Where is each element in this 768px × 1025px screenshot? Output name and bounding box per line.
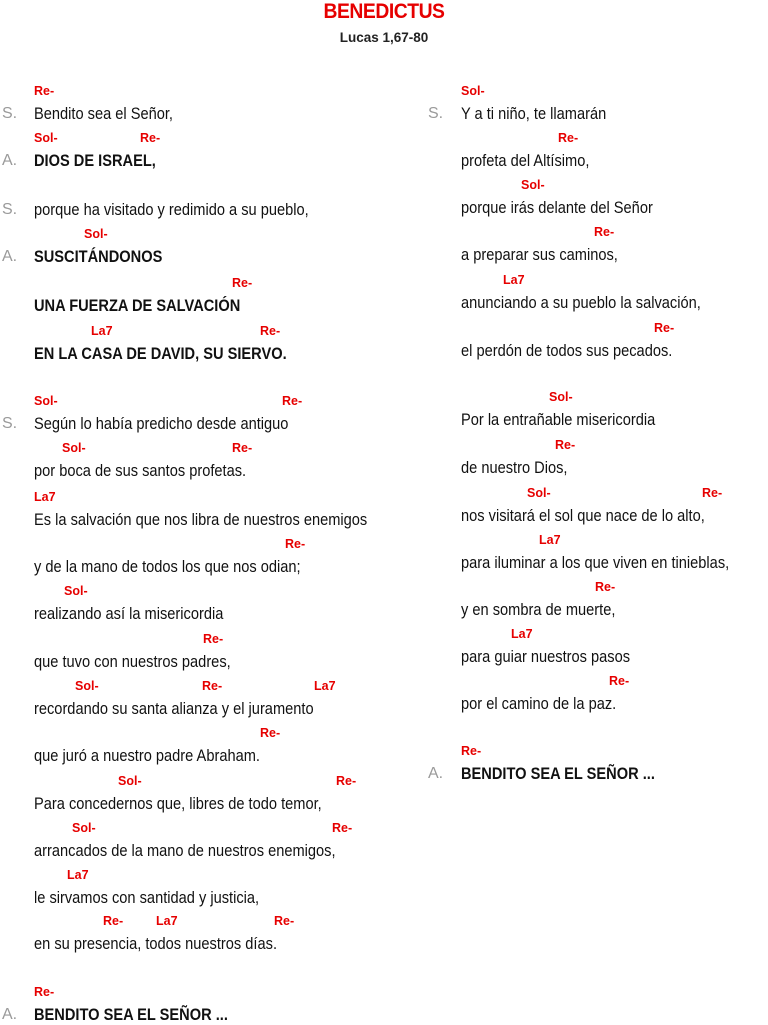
lyric-text: de nuestro Dios,: [461, 458, 568, 477]
chord-label: Re-: [555, 438, 576, 452]
lyric-text: nos visitará el sol que nace de lo alto,: [461, 506, 705, 525]
chord-label: Re-: [260, 726, 281, 740]
chord-label: Re-: [595, 580, 616, 594]
lyric-text: BENDITO SEA EL SEÑOR ...: [34, 1005, 228, 1024]
lyric-text: profeta del Altísimo,: [461, 151, 590, 170]
lyric-text: para guiar nuestros pasos: [461, 647, 631, 666]
lyric-text: Es la salvación que nos libra de nuestros enemigos: [34, 510, 368, 529]
lyric-text: recordando su santa alianza y el juramento: [34, 699, 314, 718]
chord-label: Sol-: [62, 441, 86, 455]
chord-label: Sol-: [521, 178, 545, 192]
voice-marker: A.: [428, 765, 444, 782]
lyric-text: SUSCITÁNDONOS: [34, 247, 163, 266]
chord-label: Sol-: [118, 774, 142, 788]
lyric-text: en su presencia, todos nuestros días.: [34, 934, 278, 953]
chord-label: La7: [34, 490, 56, 504]
lyric-text: anunciando a su pueblo la salvación,: [461, 293, 701, 312]
lyric-text: Para concedernos que, libres de todo temor,: [34, 794, 322, 813]
chord-label: Re-: [203, 632, 224, 646]
chord-label: Re-: [285, 537, 306, 551]
chord-label: Sol-: [549, 390, 573, 404]
voice-marker: A.: [2, 248, 18, 265]
lyric-text: Según lo había predicho desde antiguo: [34, 414, 289, 433]
chord-label: Re-: [558, 131, 579, 145]
chord-label: Re-: [103, 914, 124, 928]
chord-label: Re-: [282, 394, 303, 408]
lyric-text: y de la mano de todos los que nos odian;: [34, 557, 301, 576]
lyric-text: porque ha visitado y redimido a su pueblo,: [34, 200, 309, 219]
chord-label: Re-: [654, 321, 675, 335]
chord-label: Re-: [260, 324, 281, 338]
chord-label: Sol-: [72, 821, 96, 835]
lyric-text: le sirvamos con santidad y justicia,: [34, 888, 260, 907]
chord-label: Re-: [202, 679, 223, 693]
chord-label: Re-: [232, 276, 253, 290]
voice-marker: A.: [2, 1006, 18, 1023]
chord-label: Re-: [609, 674, 630, 688]
chord-label: Sol-: [34, 131, 58, 145]
song-subtitle: Lucas 1,67-80: [339, 30, 429, 45]
chord-label: Re-: [34, 985, 55, 999]
lyric-text: que tuvo con nuestros padres,: [34, 652, 231, 671]
lyric-text: Bendito sea el Señor,: [34, 104, 173, 123]
lyric-text: a preparar sus caminos,: [461, 245, 618, 264]
lyric-text: UNA FUERZA DE SALVACIÓN: [34, 296, 241, 315]
chord-label: Sol-: [461, 84, 485, 98]
chord-label: La7: [91, 324, 113, 338]
lyric-text: que juró a nuestro padre Abraham.: [34, 746, 260, 765]
chord-label: Re-: [274, 914, 295, 928]
chord-label: La7: [156, 914, 178, 928]
lyric-text: arrancados de la mano de nuestros enemigos,: [34, 841, 336, 860]
lyric-text: para iluminar a los que viven en tinieblas,: [461, 553, 730, 572]
chord-label: La7: [314, 679, 336, 693]
lyric-text: Y a ti niño, te llamarán: [461, 104, 607, 123]
lyric-text: el perdón de todos sus pecados.: [461, 341, 673, 360]
chord-label: Sol-: [84, 227, 108, 241]
lyric-text: realizando así la misericordia: [34, 604, 224, 623]
lyric-text: BENDITO SEA EL SEÑOR ...: [461, 764, 655, 783]
chord-label: Re-: [702, 486, 723, 500]
voice-marker: S.: [2, 201, 18, 218]
voice-marker: A.: [2, 152, 18, 169]
lyric-text: y en sombra de muerte,: [461, 600, 616, 619]
lyric-text: por boca de sus santos profetas.: [34, 461, 247, 480]
chord-label: Re-: [336, 774, 357, 788]
lyric-text: porque irás delante del Señor: [461, 198, 653, 217]
chord-label: Re-: [332, 821, 353, 835]
chord-label: Re-: [232, 441, 253, 455]
chord-label: Sol-: [34, 394, 58, 408]
chord-label: Sol-: [75, 679, 99, 693]
chord-label: Re-: [34, 84, 55, 98]
chord-label: La7: [539, 533, 561, 547]
song-title: BENEDICTUS: [323, 0, 445, 23]
lyric-text: Por la entrañable misericordia: [461, 410, 656, 429]
lyric-text: DIOS DE ISRAEL,: [34, 151, 156, 170]
chord-label: Sol-: [64, 584, 88, 598]
voice-marker: S.: [428, 105, 444, 122]
chord-label: La7: [511, 627, 533, 641]
chord-label: Re-: [594, 225, 615, 239]
lyric-text: EN LA CASA DE DAVID, SU SIERVO.: [34, 344, 287, 363]
chord-label: Sol-: [527, 486, 551, 500]
chord-label: Re-: [140, 131, 161, 145]
chord-label: La7: [67, 868, 89, 882]
lyric-text: por el camino de la paz.: [461, 694, 617, 713]
chord-label: Re-: [461, 744, 482, 758]
chord-label: La7: [503, 273, 525, 287]
voice-marker: S.: [2, 415, 18, 432]
voice-marker: S.: [2, 105, 18, 122]
